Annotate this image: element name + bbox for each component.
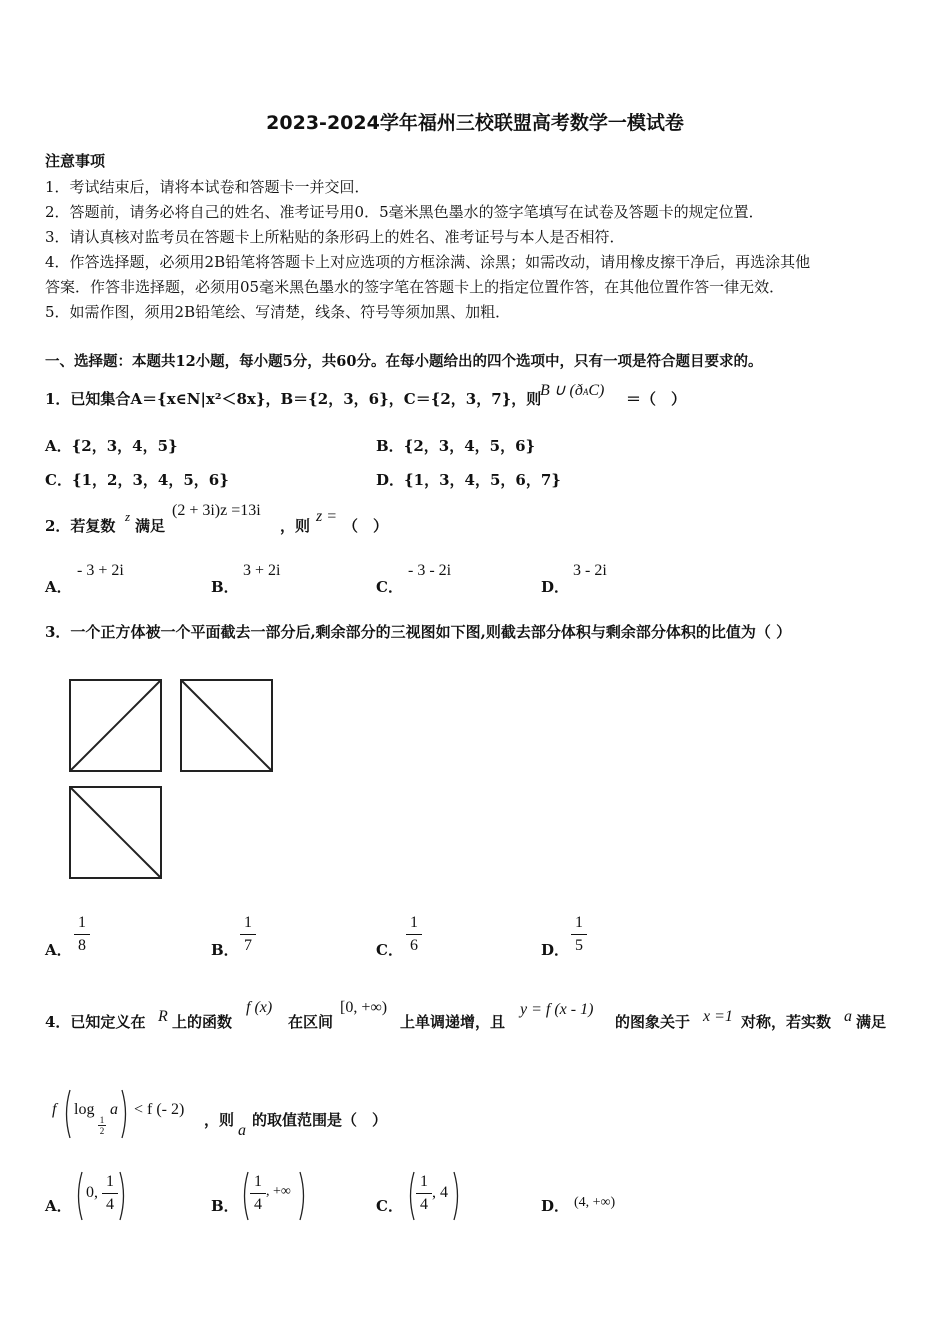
top-view: [70, 787, 161, 878]
q1-tail: ＝（ ）: [626, 390, 687, 408]
q2-option-d[interactable]: 3 - 2i: [573, 562, 607, 579]
q3-stem: 3．一个正方体被一个平面截去一部分后,剩余部分的三视图如下图,则截去部分体积与剩余部分体积的比值为（ ）: [45, 623, 792, 641]
q2-z: z: [125, 509, 131, 524]
q4-stem-e: 的图象关于: [615, 1013, 691, 1031]
q4-option-a[interactable]: 0, 1 4: [74, 1170, 128, 1222]
right-paren-icon: [118, 1170, 128, 1222]
q1-stem: 1．已知集合A＝{x∈N|x²＜8x}，B＝{2，3，6}，C＝{2，3，7}，则: [45, 390, 542, 408]
q2-option-c-letter[interactable]: C．: [376, 578, 403, 596]
q4-a2: a: [238, 1122, 246, 1139]
q4-option-d-letter[interactable]: D．: [541, 1197, 570, 1215]
q4-option-b-letter[interactable]: B．: [211, 1197, 239, 1215]
page-title: 2023-2024学年福州三校联盟高考数学一模试卷: [266, 112, 684, 134]
section-heading: 一、选择题：本题共12小题，每小题5分，共60分。在每小题给出的四个选项中，只有一项是符合题目要求的。: [45, 353, 763, 370]
q2-stem-c: ，则: [280, 517, 311, 535]
q3-option-c-letter[interactable]: C．: [376, 941, 403, 959]
q2-option-c[interactable]: - 3 - 2i: [408, 562, 452, 579]
notice-item-1: 1．考试结束后，请将本试卷和答题卡一并交回．: [45, 178, 370, 196]
q4-option-a-letter[interactable]: A．: [45, 1197, 72, 1215]
notice-item-5: 5．如需作图，须用2B铅笔绘、写清楚，线条、符号等须加黑、加粗．: [45, 303, 511, 321]
q4-ineq-rhs: < f (- 2): [134, 1101, 185, 1118]
q1-option-a[interactable]: A．{2，3，4，5}: [45, 437, 178, 455]
q2-stem-a: 2．若复数: [45, 517, 116, 535]
q4-stem-d: 上单调递增，且: [400, 1013, 506, 1031]
q4-stem-f: 对称，若实数: [741, 1013, 832, 1031]
right-paren-icon: [452, 1170, 462, 1222]
q3-option-a-letter[interactable]: A．: [45, 941, 72, 959]
q3-option-c[interactable]: 1 6: [406, 913, 422, 956]
q2-option-d-letter[interactable]: D．: [541, 578, 570, 596]
q4-stem-h: ，则: [204, 1111, 235, 1129]
q1-expr: B ∪ (ðAC): [540, 382, 605, 399]
q4-option-c-letter[interactable]: C．: [376, 1197, 403, 1215]
q4-x1: x =1: [703, 1008, 733, 1025]
q3-option-d[interactable]: 1 5: [571, 913, 587, 956]
q4-R: R: [158, 1008, 168, 1025]
q4-stem-b: 上的函数: [172, 1013, 233, 1031]
notice-item-4-cont: 答案．作答非选择题，必须用05毫米黑色墨水的签字笔在答题卡上的指定位置作答，在其他位置作答一律无效．: [45, 278, 785, 296]
q4-option-d[interactable]: (4, +∞): [574, 1195, 616, 1210]
q3-option-d-letter[interactable]: D．: [541, 941, 570, 959]
q4-a: a: [844, 1008, 852, 1025]
q4-interval: [0, +∞): [340, 999, 388, 1016]
left-paren-icon: [74, 1170, 84, 1222]
side-view: [181, 680, 272, 771]
q4-log-base: 1 2: [99, 1115, 105, 1136]
q2-tail: （ ）: [343, 517, 389, 535]
left-bracket-icon: [406, 1170, 416, 1222]
right-paren-icon: [120, 1088, 130, 1140]
right-paren-icon: [298, 1170, 308, 1222]
notice-item-4: 4．作答选择题，必须用2B铅笔将答题卡上对应选项的方框涂满、涂黑；如需改动，请用橡皮擦干净后，再选涂其他: [45, 253, 811, 271]
notice-item-2: 2．答题前，请务必将自己的姓名、准考证号用0．5毫米黑色墨水的签字笔填写在试卷及答题卡的规定位置．: [45, 203, 764, 221]
left-paren-icon: [62, 1088, 72, 1140]
q4-ineq-log: log: [74, 1101, 95, 1118]
q4-ineq-f: f: [52, 1101, 57, 1118]
q4-stem-g: 满足: [856, 1013, 887, 1031]
notice-heading: 注意事项: [45, 152, 106, 170]
q2-stem-b: 满足: [135, 517, 166, 535]
q1-option-b[interactable]: B．{2，3，4，5，6}: [376, 437, 536, 455]
q2-z-eq: z =: [316, 508, 338, 525]
q4-stem-c: 在区间: [288, 1013, 334, 1031]
q2-option-a-letter[interactable]: A．: [45, 578, 72, 596]
q3-option-b[interactable]: 1 7: [240, 913, 256, 956]
q1-option-c[interactable]: C．{1，2，3，4，5，6}: [45, 471, 229, 489]
q4-option-c[interactable]: 1 4 , 4: [406, 1170, 462, 1222]
q2-option-a[interactable]: - 3 + 2i: [77, 562, 124, 579]
q2-equation: (2 + 3i)z =13i: [172, 502, 261, 519]
q1-option-d[interactable]: D．{1，3，4，5，6，7}: [376, 471, 561, 489]
front-view: [70, 680, 161, 771]
notice-item-3: 3．请认真核对监考员在答题卡上所粘贴的条形码上的姓名、准考证号与本人是否相符．: [45, 228, 625, 246]
q4-ineq-a: a: [110, 1101, 118, 1118]
three-view-diagram: [60, 670, 290, 890]
q4-stem-a: 4．已知定义在: [45, 1013, 146, 1031]
q4-option-b[interactable]: 1 4 , +∞: [240, 1170, 308, 1222]
q4-yfx: y = f (x - 1): [520, 1001, 594, 1018]
q3-option-b-letter[interactable]: B．: [211, 941, 239, 959]
q3-option-a[interactable]: 1 8: [74, 913, 90, 956]
q2-option-b-letter[interactable]: B．: [211, 578, 239, 596]
left-bracket-icon: [240, 1170, 250, 1222]
q4-stem-i: 的取值范围是（ ）: [252, 1111, 388, 1129]
q4-fx: f (x): [246, 999, 273, 1016]
q2-option-b[interactable]: 3 + 2i: [243, 562, 281, 579]
